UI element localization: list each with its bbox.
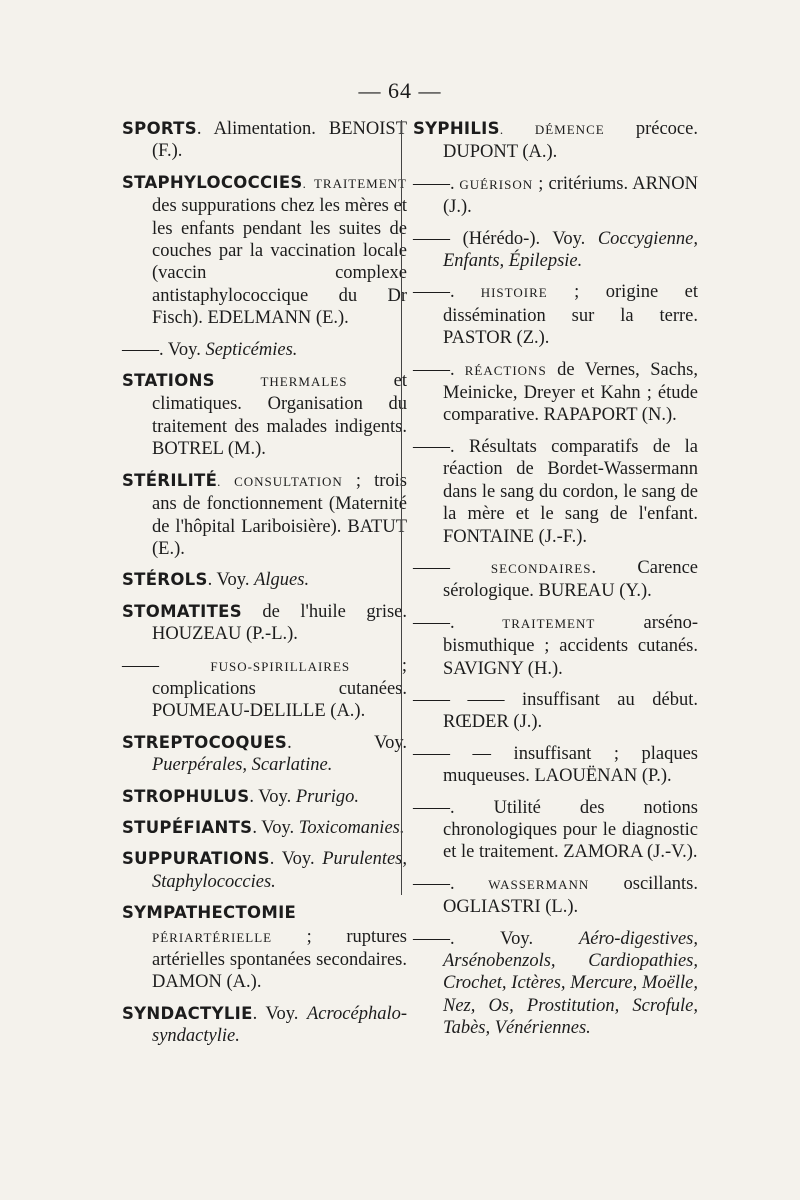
index-entry [122, 732, 407, 777]
index-entry [122, 848, 407, 893]
index-entry [413, 743, 698, 788]
entry-dash: ——. [413, 173, 455, 194]
entry-text: de l'huile grise. HOUZEAU (P.-L.). [152, 601, 407, 645]
entry-dash: ——. [413, 797, 455, 818]
column-divider [401, 120, 402, 895]
entry-see-also: Septicémies. [205, 339, 298, 360]
entry-heading: STÉROLS [122, 570, 208, 590]
entry-heading: SYMPATHECTOMIE [122, 903, 297, 923]
entry-subheading: SECONDAIRES [450, 560, 592, 576]
index-entry [413, 118, 698, 164]
entry-text: ; origine et dissémination sur la terre. PASTOR (Z.). [443, 282, 698, 349]
entry-heading: STATIONS [122, 371, 215, 391]
entry-heading: STREPTOCOQUES [122, 732, 288, 752]
entry-text: . Carence sérologique. BUREAU (Y.). [443, 557, 698, 602]
entry-text: de Vernes, Sachs, Meinicke, Dreyer et Kahn ; étude comparative. RAPAPORT (N.). [443, 359, 698, 426]
entry-heading: STOMATITES [122, 601, 242, 621]
entry-dash: ——. [122, 339, 164, 360]
entry-subheading: . DÉMENCE [499, 122, 605, 137]
index-entry [413, 557, 698, 603]
entry-text: ; complications cutanées. POUMEAU-DELILLE (A.). [152, 655, 407, 722]
index-entry [122, 655, 407, 723]
index-entry [122, 569, 407, 591]
page-number: — 64 — [358, 78, 442, 103]
entry-heading: SUPPURATIONS [122, 849, 270, 869]
entry-dash: ——. [413, 436, 455, 457]
entry-subheading: WASSERMANN [454, 876, 590, 892]
entry-text: insuffisant ; plaques muqueuses. LAOUËNAN (P.). [443, 743, 699, 787]
entry-dash: —— [413, 228, 450, 249]
entry-see-also: Coccygienne, Enfants, Épilepsie. [443, 228, 698, 272]
entry-heading: SYNDACTYLIE [122, 1003, 253, 1023]
entry-dash: ——. [413, 359, 455, 380]
entry-see-also: Algues. [254, 570, 310, 591]
index-entry [413, 173, 698, 219]
entry-subheading: HISTOIRE [454, 285, 548, 301]
entry-subheading: GUÉRISON [454, 176, 534, 192]
index-entry [413, 281, 698, 349]
entry-dash: —— — [413, 743, 492, 764]
entry-subheading: . CONSULTATION [217, 473, 343, 489]
index-entry [122, 370, 407, 461]
entry-subheading: FUSO-SPIRILLAIRES [159, 658, 351, 674]
entry-text: . Voy. [252, 817, 299, 838]
entry-see-also: Puerpérales, Scarlatine. [152, 755, 333, 776]
entry-heading: SYPHILIS [413, 119, 500, 138]
entry-see-also: Purulentes, Staphylococcies. [152, 849, 407, 892]
entry-text: . Voy. [287, 732, 407, 753]
entry-dash: ——. [413, 928, 455, 949]
index-entry [122, 902, 407, 994]
entry-heading: STÉRILITÉ [122, 470, 218, 490]
index-entry [413, 359, 698, 427]
index-entry [122, 1003, 407, 1048]
index-entry [413, 928, 698, 1040]
index-entry [122, 470, 407, 561]
index-entry [122, 817, 407, 839]
entry-text: ; ruptures artérielles spontanées secondaires. DAMON (A.). [152, 926, 407, 993]
index-entry [122, 339, 407, 361]
index-entry [122, 601, 407, 646]
entry-text: . Voy. [249, 786, 296, 807]
entry-text: . Voy. [207, 570, 255, 591]
entry-heading: STROPHULUS [122, 786, 250, 806]
entry-heading: STUPÉFIANTS [122, 817, 253, 837]
index-entry [413, 612, 698, 680]
entry-dash: ——. [413, 873, 455, 894]
index-entry [413, 797, 698, 864]
entry-subheading: THERMALES [214, 374, 348, 390]
entry-subheading: PÉRIARTÉRIELLE [152, 929, 273, 945]
index-entry [413, 228, 698, 273]
index-entry [413, 436, 698, 548]
entry-text: ; trois ans de fonctionnement (Maternité de l'hôpital Lariboisière). BATUT (E.). [152, 470, 407, 559]
entry-dash: —— [122, 655, 159, 676]
entry-text: Résultats comparatifs de la réaction de Bordet-Wassermann dans le sang du cordon, le sang de la mère et le sang de l'enfant. FONTAINE (J.-F.). [443, 436, 698, 547]
entry-text: des suppurations chez les mères et les enfants pendant les suites de couches par la vaccination locale (vaccin complexe antistaphylococcique du Dr Fisch). EDELMANN (E.). [152, 196, 407, 329]
entry-see-also: Aéro-digestives, Arsénobenzols, Cardiopathies, Crochet, Ictères, Mercure, Moëlle, Nez, Os, Prostitution, Scrofule, Tabès, Vénériennes. [443, 928, 698, 1039]
entry-text: ; critériums. ARNON (J.). [443, 173, 698, 218]
entry-text: . Voy. [269, 849, 323, 870]
entry-text: Voy. [163, 339, 206, 360]
entry-heading: SPORTS [122, 119, 197, 138]
entry-text: Voy. [454, 928, 579, 949]
entry-dash: —— —— [413, 689, 505, 710]
entry-subheading: RÉACTIONS [454, 362, 547, 378]
entry-subheading: TRAITEMENT [454, 615, 596, 631]
entry-text: arséno-bismuthique ; accidents cutanés. SAVIGNY (H.). [443, 612, 698, 679]
index-entry [413, 689, 698, 734]
entry-dash: ——. [413, 282, 455, 303]
entry-text: insuffisant au début. RŒDER (J.). [443, 689, 698, 733]
entry-text: et climatiques. Organisation du traitement des malades indigents. BOTREL (M.). [152, 371, 407, 460]
entry-text: (Hérédo-). Voy. [450, 228, 598, 249]
entry-text: oscillants. OGLIASTRI (L.). [443, 873, 698, 918]
index-entry [122, 786, 407, 808]
entry-see-also: Prurigo. [295, 786, 360, 807]
entry-dash: ——. [413, 612, 455, 633]
entry-text: précoce. DUPONT (A.). [443, 119, 698, 163]
entry-see-also: Acrocéphalo-syndactylie. [152, 1003, 407, 1047]
entry-heading: STAPHYLOCOCCIES [122, 172, 303, 192]
index-entry [413, 873, 698, 919]
right-column [413, 118, 698, 1049]
index-entry [122, 118, 407, 163]
entry-subheading: . TRAITEMENT [302, 175, 407, 191]
index-entry [122, 172, 407, 330]
entry-text: . Alimentation. BENOIST (F.). [152, 119, 407, 162]
entry-dash: —— [413, 557, 450, 578]
entry-see-also: Toxicomanies. [298, 817, 405, 838]
entry-text: . Voy. [252, 1003, 307, 1024]
left-column [122, 118, 407, 1057]
entry-text: Utilité des notions chronologiques pour le diagnostic et le traitement. ZAMORA (J.-V.). [443, 797, 698, 863]
